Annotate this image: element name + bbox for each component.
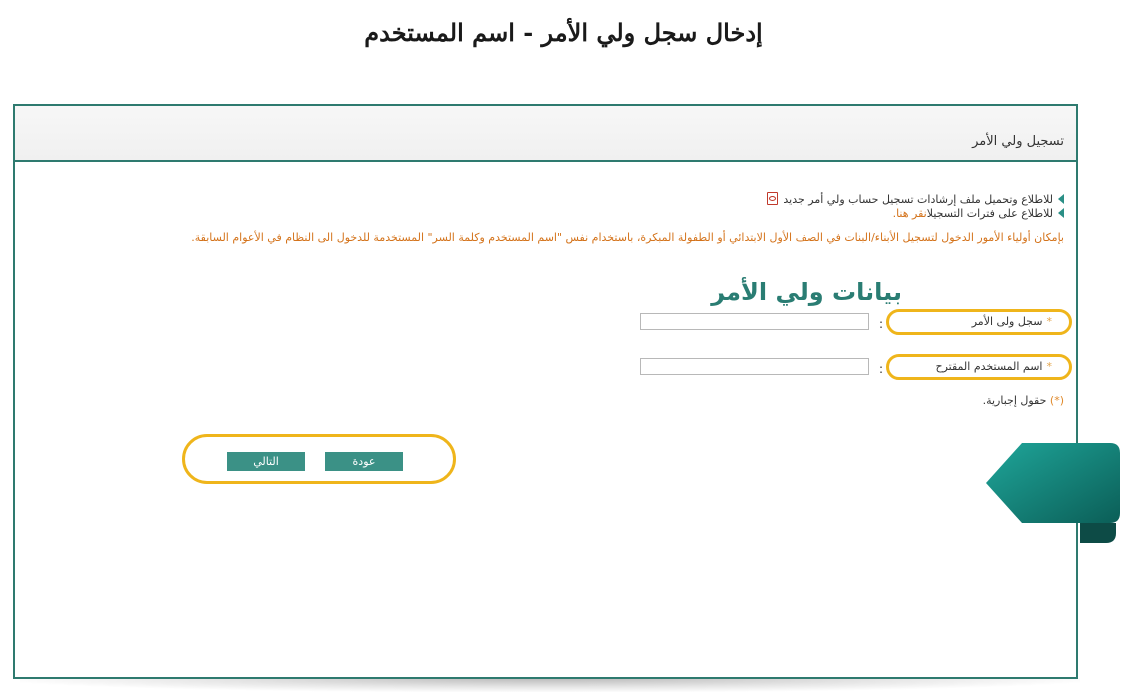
guardian-record-label-text: سجل ولى الأمر <box>971 315 1043 328</box>
side-tab-fold <box>1080 523 1116 543</box>
side-arrow-tab <box>986 443 1120 547</box>
required-mark: * <box>1046 315 1052 328</box>
slide-title: إدخال سجل ولي الأمر - اسم المستخدم <box>364 18 763 47</box>
note-mark: (*) <box>1049 394 1064 407</box>
pdf-icon[interactable] <box>767 192 778 205</box>
section-title: بيانات ولي الأمر <box>711 278 902 306</box>
registration-periods-line <box>893 207 1064 220</box>
registration-panel <box>13 104 1078 679</box>
colon: : <box>879 362 884 376</box>
required-fields-note <box>983 394 1064 407</box>
click-here-link[interactable]: انقر هنا. <box>892 207 927 220</box>
back-button[interactable]: عودة <box>325 452 403 471</box>
side-tab-body <box>986 443 1120 523</box>
buttons-highlight <box>182 434 456 484</box>
guardian-record-input[interactable] <box>640 313 869 330</box>
required-mark: * <box>1046 360 1052 373</box>
triangle-bullet-icon <box>1058 208 1064 218</box>
guide-text: للاطلاع وتحميل ملف إرشادات تسجيل حساب ولي أمر جديد <box>783 193 1053 206</box>
guide-line <box>767 192 1064 206</box>
suggested-username-label <box>884 358 1066 376</box>
suggested-username-label-text: اسم المستخدم المقترح <box>935 360 1043 373</box>
panel-header-title: تسجيل ولي الأمر <box>972 134 1064 149</box>
notice-text: بإمكان أولياء الأمور الدخول لتسجيل الأبناء/البنات في الصف الأول الابتدائي أو الطفولة المبكرة، باستخدام نفس "اسم المستخدم وكلمة السر" المستخدمة للدخول الى النظام في الأعوام السابقة. <box>191 231 1064 244</box>
suggested-username-input[interactable] <box>640 358 869 375</box>
triangle-bullet-icon <box>1058 194 1064 204</box>
panel-shadow <box>20 678 1080 692</box>
next-button[interactable]: التالي <box>227 452 305 471</box>
panel-header <box>15 106 1076 162</box>
guardian-record-label <box>884 313 1066 331</box>
note-text: حقول إجبارية. <box>982 394 1050 407</box>
registration-periods-text: للاطلاع على فترات التسجيل <box>926 207 1053 220</box>
colon: : <box>879 317 884 331</box>
